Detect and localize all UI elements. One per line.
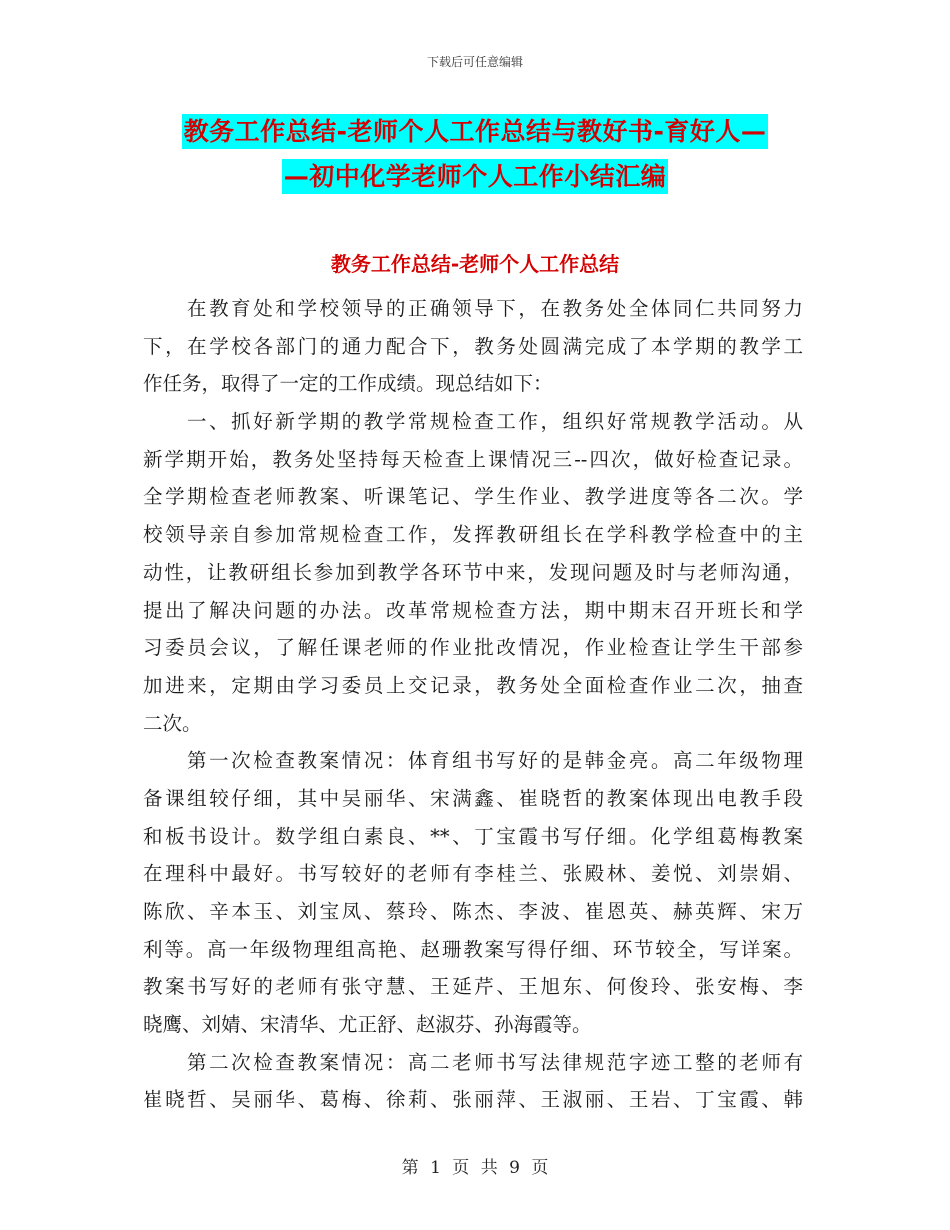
- header-note: 下载后可任意编辑: [426, 55, 523, 69]
- title-highlight-2: —初中化学老师个人工作小结汇编: [282, 159, 669, 194]
- document-title-line-2: [0, 157, 950, 193]
- body-line: 陈欣、辛本玉、刘宝凤、蔡玲、陈杰、李波、崔恩英、赫英辉、宋万: [143, 900, 803, 923]
- body-line: 加进来，定期由学习委员上交记录，教务处全面检查作业二次，抽查: [143, 673, 803, 697]
- body-line: 习委员会议，了解任课老师的作业批改情况，作业检查让学生干部参: [143, 636, 803, 660]
- body-line: 下，在学校各部门的通力配合下，教务处圆满完成了本学期的教学工: [143, 334, 803, 358]
- body-line: 在教育处和学校领导的正确领导下，在教务处全体同仁共同努力: [187, 297, 803, 320]
- body-line: 利等。高一年级物理组高艳、赵珊教案写得仔细、环节较全，写详案。: [143, 937, 803, 961]
- body-line: 晓鹰、刘婧、宋清华、尤正舒、赵淑芬、孙海霞等。: [143, 1013, 592, 1037]
- body-line: 新学期开始，教务处坚持每天检查上课情况三--四次，做好检查记录。: [143, 447, 803, 471]
- body-line: 第二次检查教案情况：高二老师书写法律规范字迹工整的老师有: [187, 1050, 803, 1074]
- body-line: 在理科中最好。书写较好的老师有李桂兰、张殿林、姜悦、刘崇娟、: [143, 862, 803, 886]
- body-line: 第一次检查教案情况：体育组书写好的是韩金亮。高二年级物理: [187, 749, 803, 773]
- body-line: 提出了解决问题的办法。改革常规检查方法，期中期末召开班长和学: [143, 598, 803, 622]
- document-title-line-1: [0, 112, 950, 148]
- body-line: 一、抓好新学期的教学常规检查工作，组织好常规教学活动。从: [187, 410, 803, 434]
- body-line: 全学期检查老师教案、听课笔记、学生作业、教学进度等各二次。学: [143, 485, 803, 509]
- body-line: 二次。: [143, 711, 202, 735]
- body-line: 作任务，取得了一定的工作成绩。现总结如下：: [143, 372, 553, 396]
- body-line: 和板书设计。数学组白素良、**、丁宝霞书写仔细。化学组葛梅教案: [143, 824, 803, 848]
- body-line: 校领导亲自参加常规检查工作，发挥教研组长在学科教学检查中的主: [143, 523, 803, 547]
- title-highlight-1: 教务工作总结-老师个人工作总结与教好书-育好人—: [182, 114, 769, 149]
- body-line: 动性，让教研组长参加到教学各环节中来，发现问题及时与老师沟通，: [143, 560, 803, 584]
- body-text: [143, 290, 803, 1119]
- page-number: 第 1 页 共 9 页: [401, 1158, 549, 1178]
- section-title: 教务工作总结-老师个人工作总结: [330, 252, 620, 276]
- body-line: 崔晓哲、吴丽华、葛梅、徐莉、张丽萍、王淑丽、王岩、丁宝霞、韩: [143, 1088, 803, 1112]
- body-line: 备课组较仔细，其中吴丽华、宋满鑫、崔晓哲的教案体现出电教手段: [143, 786, 803, 810]
- body-line: 教案书写好的老师有张守慧、王延芹、王旭东、何俊玲、张安梅、李: [143, 975, 803, 999]
